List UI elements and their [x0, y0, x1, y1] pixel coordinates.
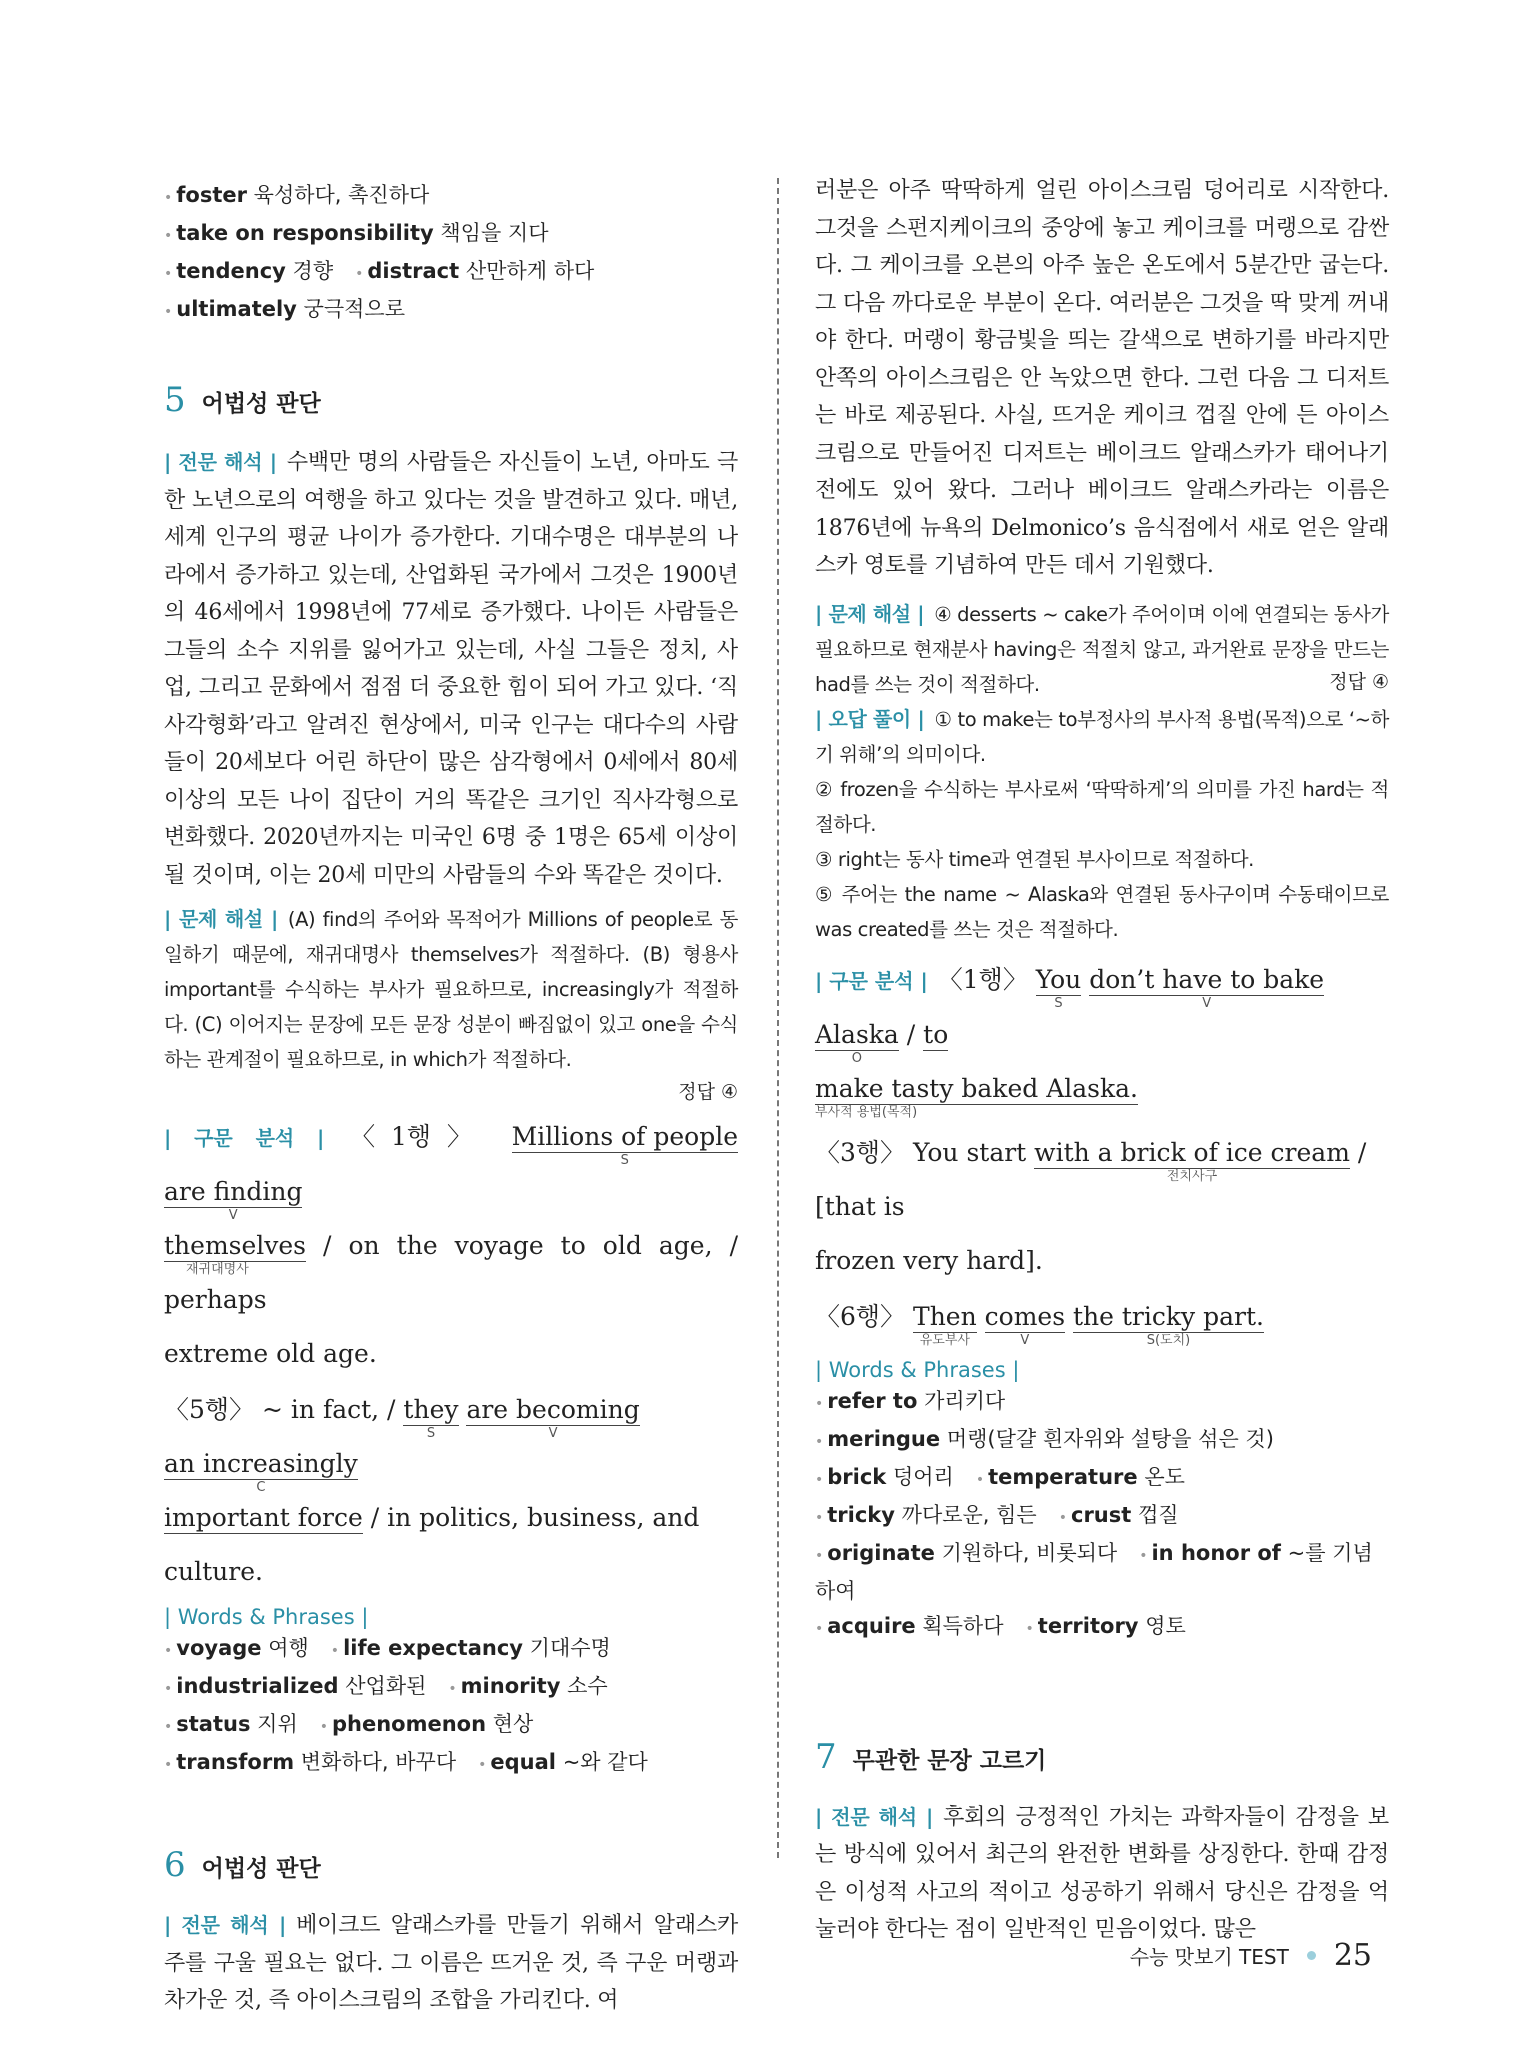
vocab-row [815, 1536, 1389, 1609]
bullet-icon: • [1139, 1547, 1148, 1564]
vocab-meaning: 획득하다 [922, 1613, 1004, 1638]
vocab-meaning: 산만하게 하다 [465, 259, 595, 283]
vocab-meaning: 현상 [492, 1712, 534, 1736]
bullet-icon: • [319, 1719, 328, 1735]
vocab-row [164, 292, 738, 330]
section-title: 무관한 문장 고르기 [852, 1747, 1047, 1774]
vocab-meaning: 변화하다, 바꾸다 [300, 1750, 457, 1774]
prepositional-phrase: with a brick of ice cream 전치사구 [1034, 1137, 1350, 1184]
verb-phrase: comes V [984, 1301, 1066, 1348]
syntax-text: frozen very hard]. [815, 1245, 1043, 1275]
section-7-heading [815, 1737, 1389, 1777]
wrong-item: ① to make는 to부정사의 부사적 용법(목적)으로 ‘~하기 위해’의 의미이다. [815, 707, 1389, 766]
wrong-item: ⑤ 주어는 the name ~ Alaska와 연결된 동사구이며 수동태이므로 was created를 쓰는 것은 적절하다. [815, 882, 1389, 941]
bullet-icon: • [330, 1643, 340, 1659]
full-translation [164, 1907, 738, 2020]
vocab-term: minority [460, 1674, 561, 1698]
vocab-meaning: 기대수명 [529, 1636, 611, 1660]
vocab-row [815, 1422, 1389, 1460]
verb-phrase: are becoming V [466, 1395, 640, 1441]
syntax-analysis-5 [164, 1383, 738, 1599]
section-number: 7 [815, 1736, 837, 1777]
syntax-text: ~ in fact, / [254, 1395, 404, 1424]
bullet-icon: • [815, 1433, 824, 1450]
vocab-term: take on responsibility [176, 221, 434, 245]
vocab-meaning: 지위 [257, 1712, 298, 1736]
syntax-analysis-6 [815, 1290, 1389, 1348]
vocab-term: phenomenon [332, 1712, 487, 1736]
vocab-term: voyage [176, 1636, 262, 1660]
vocab-row [164, 1669, 738, 1707]
bullet-icon: • [815, 1395, 824, 1412]
syntax-analysis-1 [815, 953, 1389, 1120]
section-number: 6 [164, 1845, 186, 1885]
bullet-icon: • [478, 1757, 487, 1773]
line-ref: 〈1행〉 [937, 964, 1028, 994]
column-divider [777, 178, 779, 1858]
vocab-row [164, 1631, 738, 1669]
section-5-heading [164, 380, 738, 420]
translation-continued: 러분은 아주 딱딱하게 얼린 아이스크림 덩어리로 시작한다. 그것을 스펀지케이크의 중앙에 놓고 케이크를 머랭으로 감싼다. 그 케이크를 오븐의 아주 높은 온도에서 5분간만 굽는다. 그 다음 까다로운 부분이 온다. 여러분은 그것을 딱 맞게 꺼내야 한다. 머랭이 황금빛을 띄는 갈색으로 변하기를 바라지만 안쪽의 아이스크림은 안 녹았으면 한다. 그런 다음 그 디저트는 바로 제공된다. 사실, 뜨거운 케이크 껍질 안에 든 아이스크림으로 만들어진 디저트는 베이크드 알래스카가 태어나기 전에도 있어 왔다. 그러나 베이크드 알래스카라는 이름은 1876년에 뉴욕의 Delmonico’s 음식점에서 새로 얻은 알래스카 영토를 기념하여 만든 데서 기원했다. [815, 178, 1389, 578]
full-translation [815, 1799, 1389, 1949]
wrong-label: | 오답 풀이 | [815, 706, 925, 731]
vocab-term: foster [176, 183, 247, 207]
vocab-term: distract [367, 259, 460, 283]
syntax-label: | 구문 분석 | [815, 968, 928, 993]
translation-label: | 전문 해석 | [164, 1913, 287, 1937]
object-phrase: Alaska O [815, 1019, 899, 1066]
right-column [815, 172, 1389, 1949]
vocab-list-top [164, 178, 738, 330]
section-title: 어법성 판단 [201, 1856, 321, 1882]
bullet-icon: • [355, 266, 364, 282]
vocab-term: life expectancy [343, 1636, 523, 1660]
vocab-row [164, 178, 738, 216]
vocab-term: meringue [827, 1426, 941, 1451]
bullet-icon: • [448, 1681, 457, 1697]
answer: 정답 ④ [1329, 670, 1389, 693]
vocab-meaning: ~와 같다 [562, 1750, 648, 1774]
object-phrase: themselves 재귀대명사 [164, 1231, 307, 1277]
vocab-row [815, 1384, 1389, 1422]
explanation-text: (A) find의 주어와 목적어가 Millions of people로 동일하기 때문에, 재귀대명사 themselves가 적절하다. (B) 형용사 important를 수식하는 부사가 필요하므로, increasingly가 적절하다. (C) 이어지는 문장에 모든 문장 성분이 빠짐없이 있고 one을 수식하는 관계절이 필요하므로, in which가 적절하다. [164, 908, 738, 1071]
vocab-row [164, 216, 738, 254]
vocab-row [815, 1498, 1389, 1536]
syntax-text: / in politics, business, and culture. [164, 1503, 700, 1586]
full-translation [164, 444, 738, 894]
vocab-row [815, 1460, 1389, 1498]
translation-text: 후회의 긍정적인 가치는 과학자들이 감정을 보는 방식에 있어서 최근의 완전한 변화를 상징한다. 한때 감정은 이성적 사고의 적이고 성공하기 위해서 당신은 감정을 억눌러야 한다는 점이 일반적인 믿음이었다. 많은 [815, 1804, 1389, 1942]
line-ref: 〈5행〉 [164, 1395, 255, 1424]
wrong-answer-explanation [815, 702, 1389, 947]
vocab-list-5 [164, 1631, 738, 1783]
vocab-term: brick [827, 1464, 887, 1489]
vocab-meaning: 껍질 [1137, 1502, 1179, 1527]
vocab-meaning: ~를 기념하여 [815, 1540, 1373, 1603]
bullet-icon: • [164, 190, 173, 206]
subject-phrase: the tricky part. S(도치) [1072, 1301, 1264, 1348]
bullet-icon: • [164, 1757, 173, 1773]
wrong-item: ② frozen을 수식하는 부사로써 ‘딱딱하게’의 의미를 가진 hard는 적절하다. [815, 777, 1389, 836]
vocab-row [164, 1745, 738, 1783]
vocab-term: status [176, 1712, 251, 1736]
vocab-term: transform [176, 1750, 295, 1774]
bullet-icon: • [815, 1471, 824, 1488]
vocab-meaning: 머랭(달걀 흰자위와 설탕을 섞은 것) [946, 1426, 1274, 1451]
syntax-text: extreme old age. [164, 1339, 377, 1368]
verb-phrase: are finding V [164, 1177, 303, 1223]
page-number: 25 [1333, 1938, 1372, 1973]
subject-phrase: they S [403, 1395, 459, 1441]
bullet-icon: • [164, 1643, 173, 1659]
adverb-phrase: Then 유도부사 [913, 1301, 977, 1348]
words-phrases-label: | Words & Phrases | [815, 1357, 1020, 1382]
vocab-row [164, 254, 738, 292]
explanation-text: ④ desserts ~ cake가 주어이며 이에 연결되는 동사가 필요하므로 현재분사 having은 적절치 않고, 과거완료 문장을 만드는 had를 쓰는 것이 적절하다. [815, 602, 1389, 696]
vocab-meaning: 까다로운, 힘든 [901, 1502, 1037, 1527]
left-column [164, 178, 738, 2020]
translation-label: | 전문 해석 | [164, 450, 277, 474]
infinitive-phrase-cont: make tasty baked Alaska. 부사적 용법(목적) [815, 1073, 1138, 1120]
bullet-icon: • [1025, 1620, 1034, 1637]
vocab-meaning: 덩어리 [892, 1464, 954, 1489]
problem-explanation [164, 902, 738, 1077]
syntax-label: | 구문 분석 | [164, 1126, 325, 1150]
vocab-term: territory [1037, 1613, 1139, 1638]
vocab-meaning: 소수 [567, 1674, 608, 1698]
subject-phrase: You S [1035, 964, 1082, 1011]
bullet-icon: • [164, 1719, 173, 1735]
vocab-list-6 [815, 1384, 1389, 1647]
words-phrases-label: | Words & Phrases | [164, 1605, 369, 1629]
bullet-icon: • [164, 266, 173, 282]
vocab-meaning: 여행 [268, 1636, 309, 1660]
line-ref: 〈3행〉 [815, 1137, 906, 1167]
vocab-row [164, 1707, 738, 1745]
footer-dot [1307, 1951, 1316, 1960]
vocab-term: temperature [988, 1464, 1138, 1489]
page-footer [1130, 1938, 1372, 1973]
syntax-text: You start [905, 1137, 1035, 1167]
syntax-text: / on the voyage to old age, / perhaps [164, 1231, 738, 1314]
vocab-row [815, 1609, 1389, 1647]
vocab-term: industrialized [176, 1674, 339, 1698]
bullet-icon: • [815, 1547, 824, 1564]
syntax-text: / [that is [815, 1137, 1367, 1221]
syntax-analysis-1 [164, 1110, 738, 1381]
vocab-meaning: 영토 [1145, 1613, 1186, 1638]
translation-text: 베이크드 알래스카를 만들기 위해서 알래스카 주를 구울 필요는 없다. 그 이름은 뜨거운 것, 즉 구운 머랭과 차가운 것, 즉 아이스크림의 조합을 가리킨다. 여 [164, 1913, 738, 2013]
bullet-icon: • [815, 1509, 824, 1526]
vocab-meaning: 경향 [292, 259, 334, 283]
vocab-term: refer to [827, 1388, 918, 1413]
vocab-meaning: 육성하다, 촉진하다 [253, 183, 430, 207]
vocab-term: ultimately [176, 297, 297, 321]
explanation-label: | 문제 해설 | [164, 907, 278, 931]
vocab-term: in honor of [1151, 1540, 1281, 1565]
vocab-meaning: 궁극적으로 [303, 297, 405, 321]
bullet-icon: • [975, 1471, 985, 1488]
complement-phrase: an increasingly C [164, 1449, 358, 1495]
syntax-analysis-3 [815, 1126, 1389, 1288]
bullet-icon: • [1058, 1509, 1067, 1526]
vocab-meaning: 책임을 지다 [440, 221, 549, 245]
bullet-icon: • [164, 304, 173, 320]
bullet-icon: • [164, 1681, 173, 1697]
section-title: 어법성 판단 [201, 391, 321, 417]
complement-phrase-cont: important force [164, 1503, 363, 1532]
vocab-meaning: 기원하다, 비롯되다 [941, 1540, 1118, 1565]
vocab-term: tendency [176, 259, 286, 283]
answer: 정답 ④ [678, 1081, 738, 1103]
vocab-term: acquire [827, 1613, 916, 1638]
line-ref: 〈6행〉 [815, 1301, 906, 1331]
line-ref: 〈1행〉 [334, 1122, 488, 1151]
explanation-label: | 문제 해설 | [815, 601, 925, 626]
footer-title: 수능 맛보기 TEST [1129, 1945, 1289, 1969]
vocab-meaning: 산업화된 [345, 1674, 427, 1698]
bullet-icon: • [164, 228, 173, 244]
subject-phrase: Millions of people S [511, 1122, 738, 1168]
section-6-heading [164, 1845, 738, 1885]
translation-text: 수백만 명의 사람들은 자신들이 노년, 아마도 극한 노년으로의 여행을 하고 있다는 것을 발견하고 있다. 매년, 세계 인구의 평균 나이가 증가한다. 기대수명은 대부분의 나라에서 증가하고 있는데, 산업화된 국가에서 그것은 1900년의 46세에서 1998년에 77세로 증가했다. 나이든 사람들은 그들의 소수 지위를 잃어가고 있는데, 사실 그들은 정치, 사업, 그리고 문화에서 점점 더 중요한 힘이 되어 가고 있다. ‘직사각형화’라고 알려진 현상에서, 미국 인구는 대다수의 사람들이 20세보다 어린 하단이 많은 삼각형에서 0세에서 80세 이상의 모든 나이 집단이 거의 똑같은 크기인 직사각형으로 변화했다. 2020년까지는 미국인 6명 중 1명은 65세 이상이 될 것이며, 이는 20세 미만의 사람들의 수와 똑같은 것이다. [164, 450, 738, 888]
wrong-item: ③ right는 동사 time과 연결된 부사이므로 적절하다. [815, 847, 1254, 871]
vocab-term: equal [490, 1750, 557, 1774]
vocab-meaning: 가리키다 [924, 1388, 1006, 1413]
section-number: 5 [164, 380, 186, 420]
bullet-icon: • [815, 1620, 824, 1637]
infinitive-phrase: to [923, 1019, 949, 1049]
verb-phrase: don’t have to bake V [1089, 964, 1325, 1011]
vocab-term: crust [1071, 1502, 1132, 1527]
vocab-term: originate [827, 1540, 935, 1565]
syntax-text: / [898, 1019, 924, 1049]
vocab-term: tricky [827, 1502, 895, 1527]
translation-label: | 전문 해석 | [815, 1804, 934, 1829]
vocab-meaning: 온도 [1144, 1464, 1185, 1489]
